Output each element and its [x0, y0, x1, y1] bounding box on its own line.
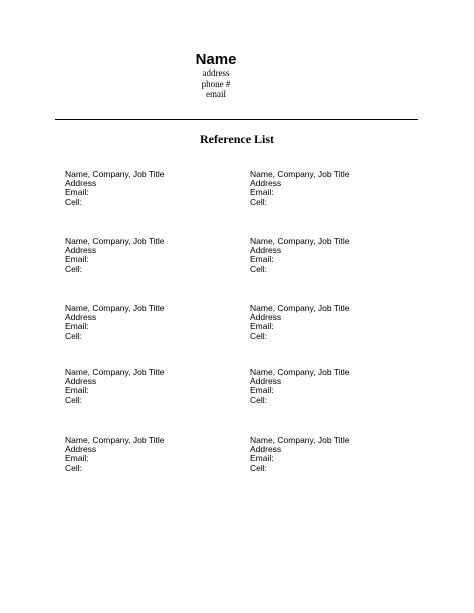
reference-name-line: Name, Company, Job Title — [250, 367, 350, 377]
reference-name-line: Name, Company, Job Title — [65, 169, 165, 179]
reference-address-label: Address — [250, 245, 282, 256]
reference-cell-label: Cell: — [65, 263, 83, 274]
reference-name-line: Name, Company, Job Title — [65, 303, 165, 313]
reference-entry — [250, 170, 420, 207]
reference-email-label: Email: — [65, 385, 89, 396]
reference-address-label: Address — [65, 376, 97, 387]
reference-cell-label: Cell: — [250, 394, 268, 405]
reference-email-label: Email: — [65, 453, 89, 464]
reference-address-label: Address — [250, 178, 282, 189]
reference-name-line: Name, Company, Job Title — [250, 236, 350, 246]
reference-entry — [65, 368, 235, 405]
reference-cell-label: Cell: — [65, 330, 83, 341]
reference-address-label: Address — [65, 312, 97, 323]
reference-name-line: Name, Company, Job Title — [250, 435, 350, 445]
reference-email-label: Email: — [250, 254, 274, 265]
reference-cell-label: Cell: — [250, 330, 268, 341]
reference-email-label: Email: — [250, 321, 274, 332]
reference-email-label: Email: — [65, 187, 89, 198]
reference-address-label: Address — [250, 444, 282, 455]
reference-email-label: Email: — [250, 453, 274, 464]
reference-email-label: Email: — [65, 321, 89, 332]
reference-entry — [65, 436, 235, 473]
section-title: Reference List — [199, 132, 275, 146]
reference-name-line: Name, Company, Job Title — [250, 169, 350, 179]
reference-entry — [65, 170, 235, 207]
reference-address-label: Address — [65, 444, 97, 455]
reference-email-label: Email: — [250, 385, 274, 396]
applicant-name: Name — [195, 51, 237, 68]
reference-entry — [65, 304, 235, 341]
reference-entry — [250, 436, 420, 473]
reference-email-label: Email: — [65, 254, 89, 265]
reference-cell-label: Cell: — [250, 462, 268, 473]
reference-name-line: Name, Company, Job Title — [250, 303, 350, 313]
reference-entry — [250, 237, 420, 274]
reference-name-line: Name, Company, Job Title — [65, 367, 165, 377]
reference-address-label: Address — [65, 245, 97, 256]
reference-email-label: Email: — [250, 187, 274, 198]
reference-address-label: Address — [250, 312, 282, 323]
reference-address-label: Address — [250, 376, 282, 387]
reference-cell-label: Cell: — [65, 196, 83, 207]
reference-address-label: Address — [65, 178, 97, 189]
applicant-phone: phone # — [201, 78, 231, 89]
header-divider — [55, 119, 418, 120]
reference-entry — [250, 304, 420, 341]
reference-entry — [250, 368, 420, 405]
applicant-address: address — [202, 68, 230, 78]
reference-entry — [65, 237, 235, 274]
reference-cell-label: Cell: — [250, 263, 268, 274]
reference-cell-label: Cell: — [65, 394, 83, 405]
reference-name-line: Name, Company, Job Title — [65, 435, 165, 445]
reference-cell-label: Cell: — [65, 462, 83, 473]
reference-name-line: Name, Company, Job Title — [65, 236, 165, 246]
reference-cell-label: Cell: — [250, 196, 268, 207]
applicant-email: email — [206, 89, 226, 99]
document-header — [0, 52, 432, 100]
